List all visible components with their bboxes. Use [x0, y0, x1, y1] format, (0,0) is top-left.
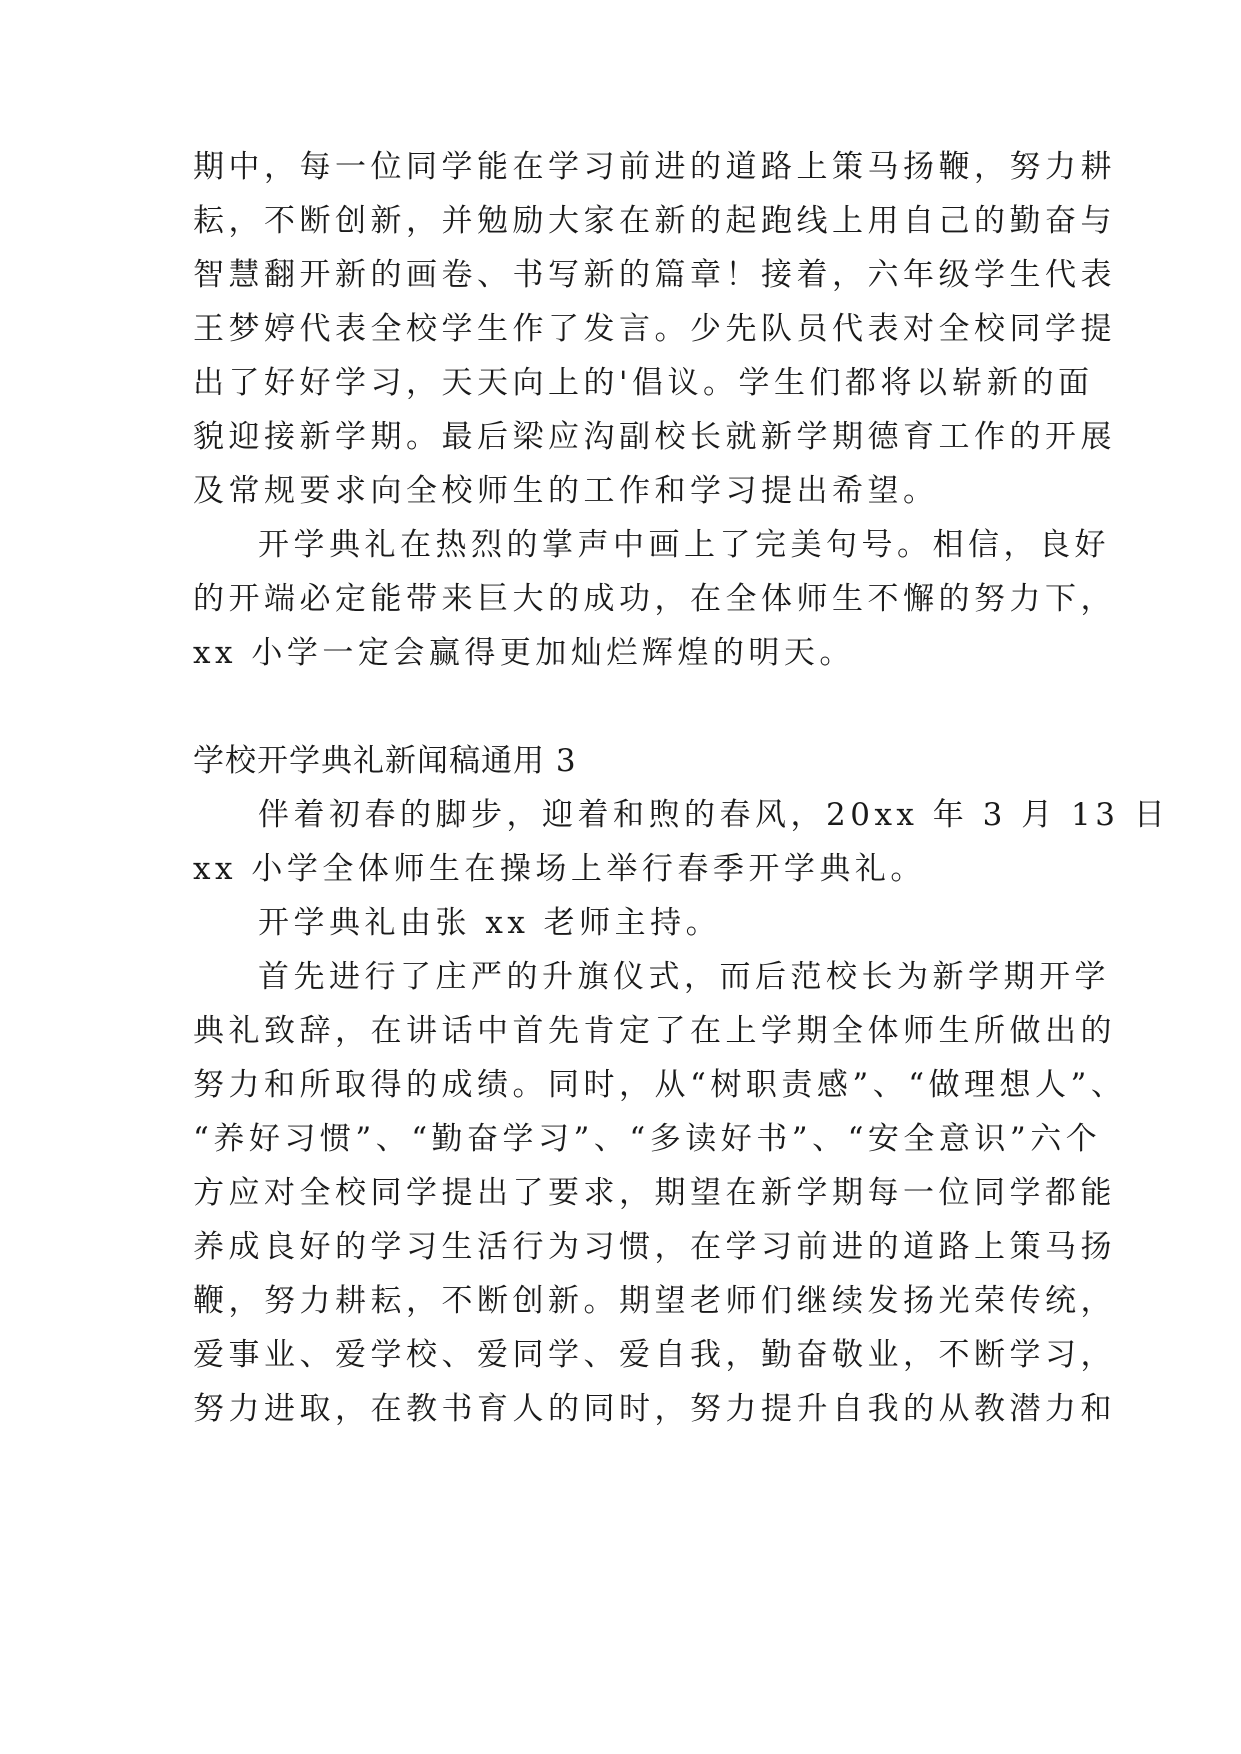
text-line: 努力进取，在教书育人的同时，努力提升自我的从教潜力和	[193, 1391, 1116, 1427]
text-line: 的开端必定能带来巨大的成功，在全体师生不懈的努力下，	[193, 581, 1116, 617]
text-line: 耘，不断创新，并勉励大家在新的起跑线上用自己的勤奋与	[193, 203, 1116, 239]
section-heading: 学校开学典礼新闻稿通用 3	[193, 743, 577, 779]
text-line: xx 小学一定会赢得更加灿烂辉煌的明天。	[193, 635, 855, 671]
text-line: 及常规要求向全校师生的工作和学习提出希望。	[193, 473, 939, 509]
text-line: 王梦婷代表全校学生作了发言。少先队员代表对全校同学提	[193, 311, 1116, 347]
text-line: 开学典礼在热烈的掌声中画上了完美句号。相信，良好	[258, 527, 1110, 563]
text-line: 努力和所取得的成绩。同时，从“树职责感”、“做理想人”、	[193, 1067, 1127, 1103]
text-line: 伴着初春的脚步，迎着和煦的春风，20xx 年 3 月 13 日	[258, 797, 1170, 833]
text-line: 典礼致辞，在讲话中首先肯定了在上学期全体师生所做出的	[193, 1013, 1116, 1049]
text-line: 鞭，努力耕耘，不断创新。期望老师们继续发扬光荣传统，	[193, 1283, 1116, 1319]
text-line: 开学典礼由张 xx 老师主持。	[258, 905, 722, 941]
text-line: 期中，每一位同学能在学习前进的道路上策马扬鞭，努力耕	[193, 149, 1116, 185]
text-line: 智慧翻开新的画卷、书写新的篇章！接着，六年级学生代表	[193, 257, 1116, 293]
text-line: 养成良好的学习生活行为习惯，在学习前进的道路上策马扬	[193, 1229, 1116, 1265]
text-line: 出了好好学习，天天向上的'倡议。学生们都将以崭新的面	[193, 365, 1094, 401]
text-line: 首先进行了庄严的升旗仪式，而后范校长为新学期开学	[258, 959, 1110, 995]
text-line: 方应对全校同学提出了要求，期望在新学期每一位同学都能	[193, 1175, 1116, 1211]
text-line: 貌迎接新学期。最后梁应沟副校长就新学期德育工作的开展	[193, 419, 1116, 455]
text-line: “养好习惯”、“勤奋学习”、“多读好书”、“安全意识”六个	[193, 1121, 1102, 1157]
text-line: 爱事业、爱学校、爱同学、爱自我，勤奋敬业，不断学习，	[193, 1337, 1116, 1373]
text-line: xx 小学全体师生在操场上举行春季开学典礼。	[193, 851, 926, 887]
